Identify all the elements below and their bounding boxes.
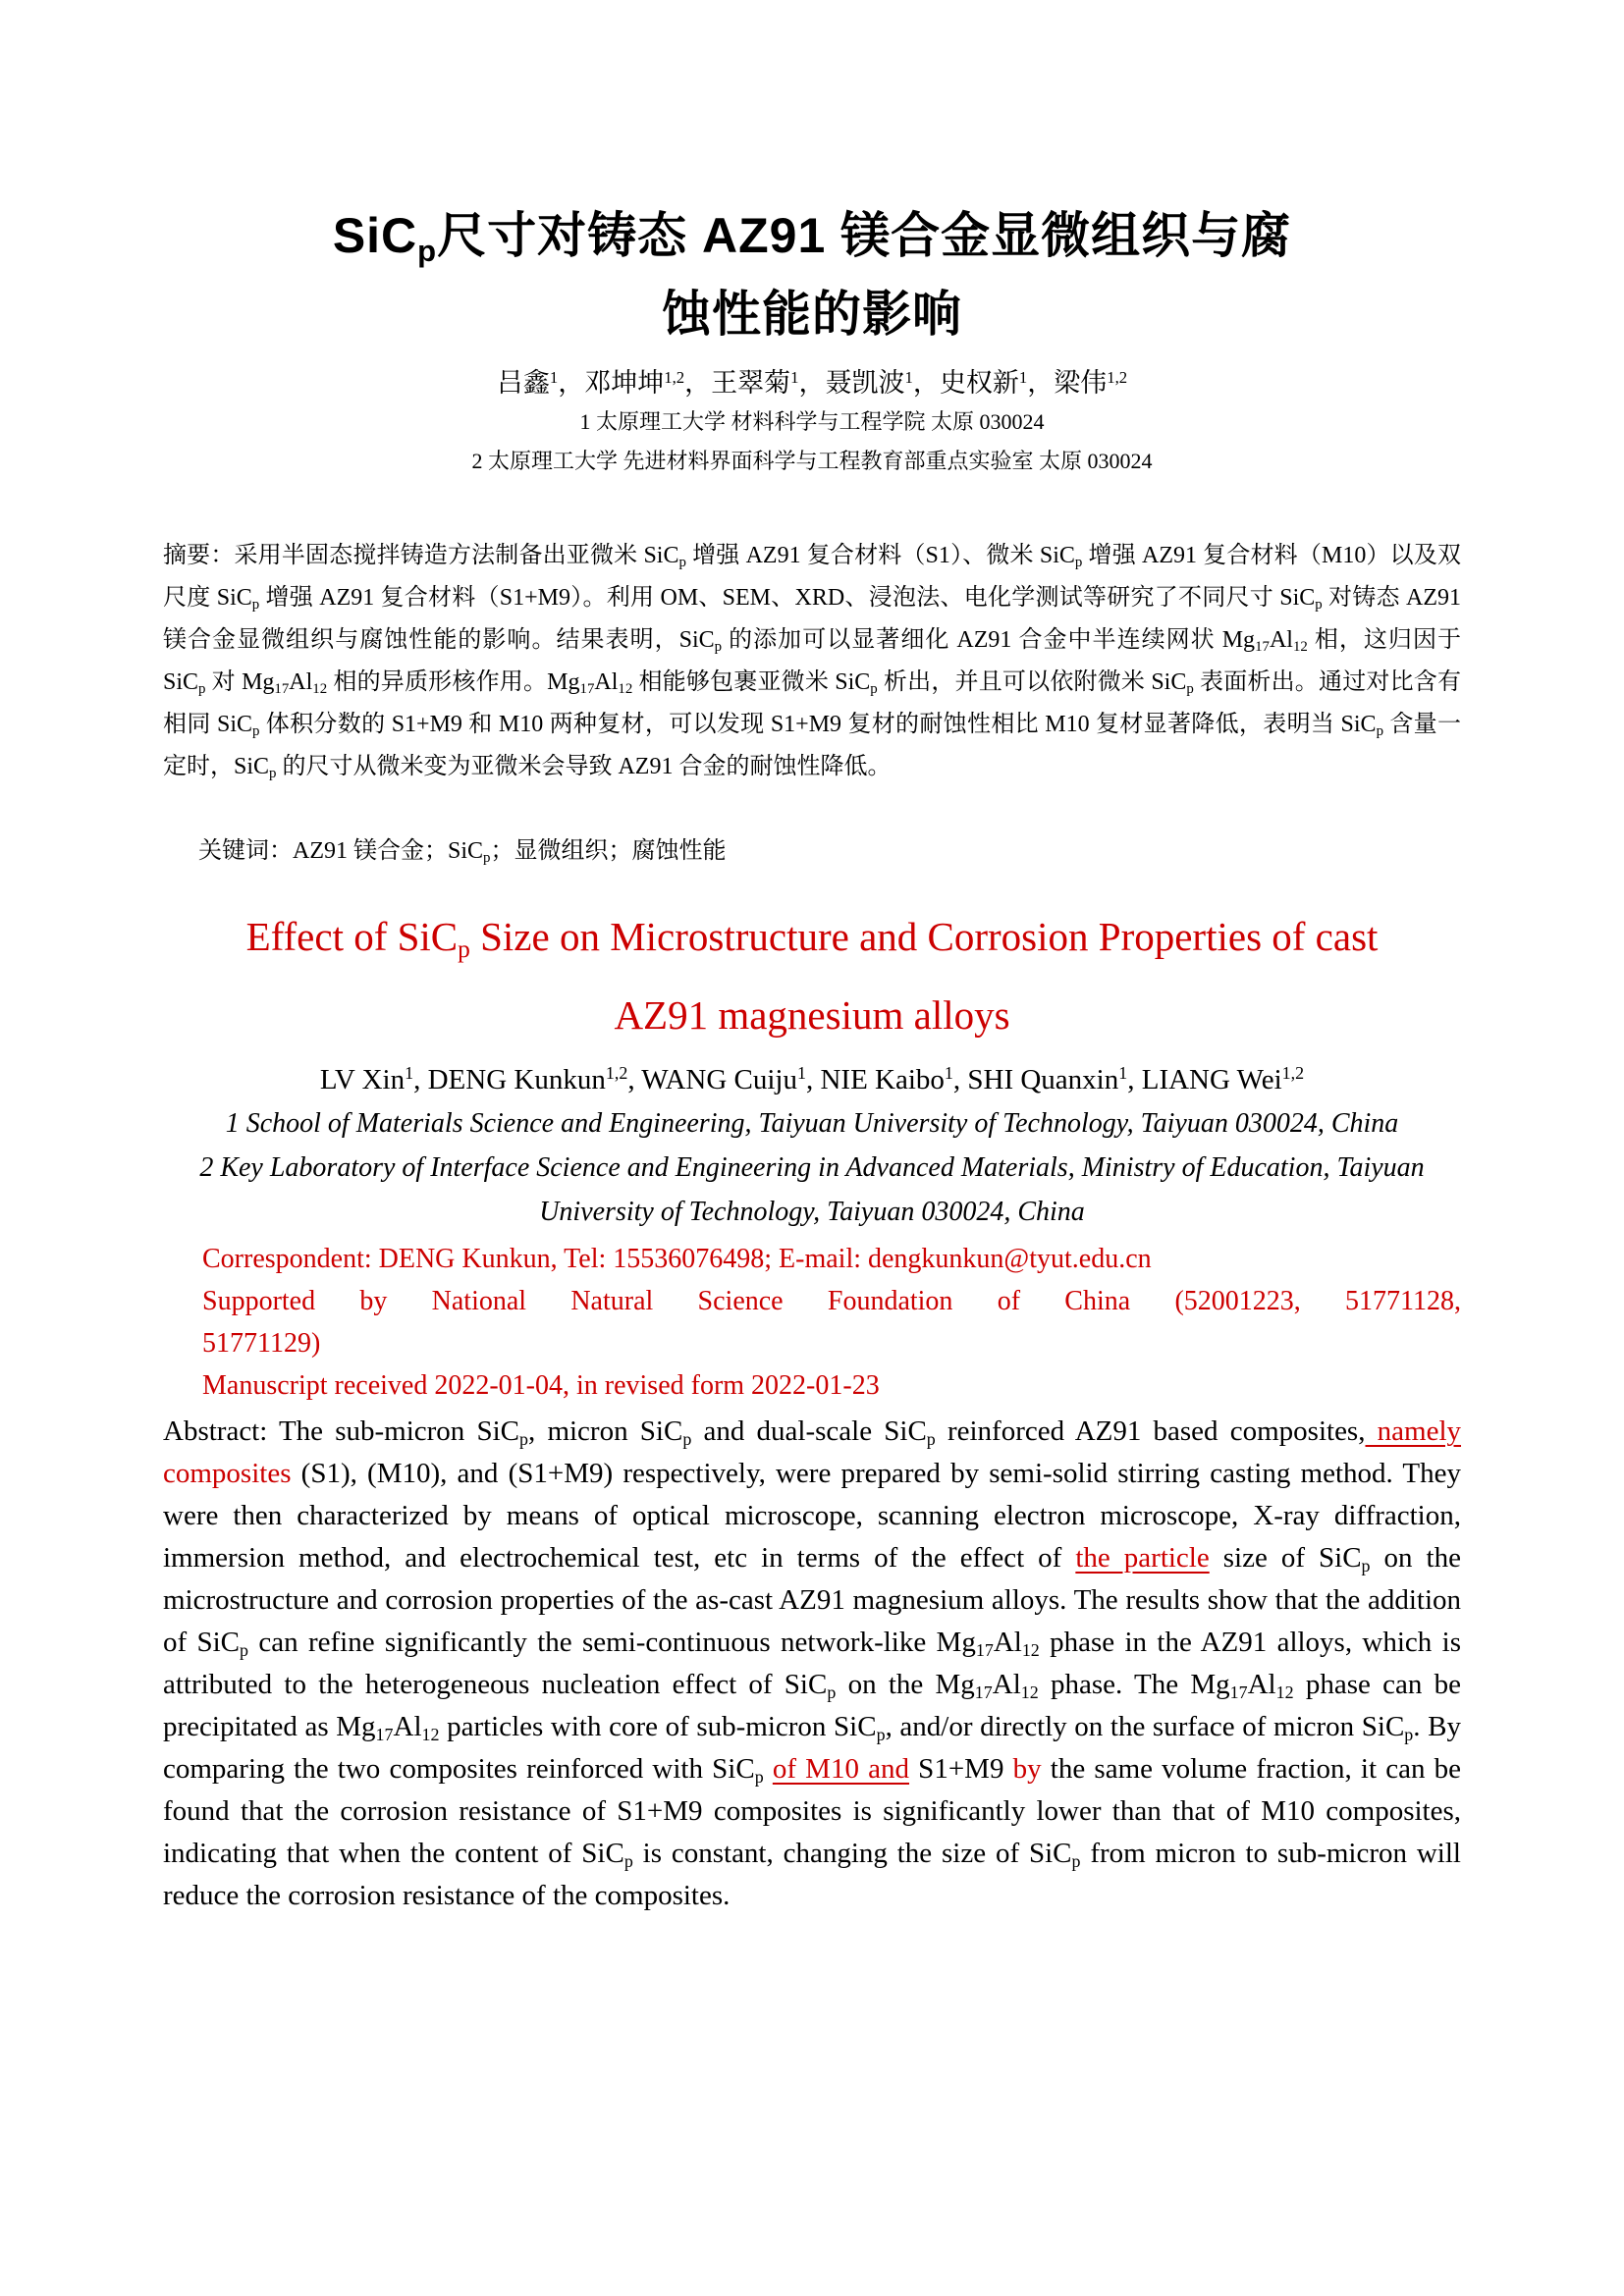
manuscript-dates-line: Manuscript received 2022-01-04, in revised form 2022-01-23 bbox=[202, 1370, 880, 1401]
correspondent-line: Correspondent: DENG Kunkun, Tel: 15536076498; E-mail: dengkunkun@tyut.edu.cn bbox=[202, 1244, 1152, 1274]
authors-cn: 吕鑫$^1$，邓坤坤$^{1,2}$，王翠菊$^1$，聂凯波$^1$，史权新$^1$，梁伟$^{1,2}$ bbox=[496, 367, 1128, 398]
editorial-info-block bbox=[163, 1238, 1461, 1407]
affiliation-en-2: 2 Key Laboratory of Interface Science and Engineering in Advanced Materials, Ministry of Education, Taiyuan University of Technology, Taiyuan 030024, China bbox=[199, 1152, 1425, 1227]
paper-title-en bbox=[163, 897, 1461, 1054]
paper-title-cn-line-2: 蚀性能的影响 bbox=[662, 287, 962, 342]
abstract-cn: 摘要：采用半固态搅拌铸造方法制备出亚微米 SiC$_p$ 增强 AZ91 复合材料（S1）、微米 SiC$_p$ 增强 AZ91 复合材料（M10）以及双尺度 SiC$_p$ 增强 AZ91 复合材料（S1+M9）。利用 OM、SEM、XRD、浸泡法、电化学测试等研究了不同尺寸 SiC$_p$ 对铸态 AZ91 镁合金显微组织与腐蚀性能的影响。结果表明，SiC$_p$ 的添加可以显著细化 AZ91 合金中半连续网状 $Mg_{17}Al_{12}$ 相，这归因于 SiC$_p$ 对 $Mg_{17}Al_{12}$ 相的异质形核作用。$Mg_{17}Al_{12}$ 相能够包裹亚微米 SiC$_p$ 析出，并且可以依附微米 SiC$_p$ 表面析出。通过对比含有相同 SiC$_p$ 体积分数的 S1+M9 和 M10 两种复材，可以发现 S1+M9 复材的耐蚀性相比 M10 复材显著降低，表明当 SiC$_p$ 含量一定时，SiC$_p$ 的尺寸从微米变为亚微米会导致 AZ91 合金的耐蚀性降低。 bbox=[163, 543, 1461, 782]
paper-title-cn bbox=[163, 196, 1461, 353]
funding-line-1: Supported by National Natural Science Foundation of China (52001223, 51771128, bbox=[202, 1286, 1461, 1316]
keywords-cn: 关键词：AZ91 镁合金；SiC$_p$；显微组织；腐蚀性能 bbox=[198, 838, 727, 867]
paper-title-en-line-1: Effect of SiC$_p$ Size on Microstructure and Corrosion Properties of cast bbox=[245, 914, 1379, 964]
authors-en: LV Xin$^1$, DENG Kunkun$^{1,2}$, WANG Cuiju$^1$, NIE Kaibo$^1$, SHI Quanxin$^1$, LIANG Wei$^{1,2}$ bbox=[319, 1063, 1305, 1095]
affiliation-cn-2: 2 太原理工大学 先进材料界面科学与工程教育部重点实验室 太原 030024 bbox=[471, 449, 1153, 473]
paper-title-cn-line-1: SiC$_p$尺寸对铸态 AZ91 镁合金显微组织与腐 bbox=[332, 208, 1292, 268]
affiliation-en-1: 1 School of Materials Science and Engineering, Taiyuan University of Technology, Taiyuan 030024, China bbox=[225, 1108, 1399, 1139]
affiliation-cn-1: 1 太原理工大学 材料科学与工程学院 太原 030024 bbox=[579, 409, 1045, 434]
abstract-en: Abstract: The sub-micron SiC$_p$, micron SiC$_p$ and dual-scale SiC$_p$ reinforced AZ91 based composites, namely composites (S1), (M10), and (S1+M9) respectively, were prepared by semi-solid stirring casting method. They were then characterized by means of optical microscope, scanning electron microscope, X-ray diffraction, immersion method, and electrochemical test, etc in terms of the effect of the particle size of SiC$_p$ on the microstructure and corrosion properties of the as-cast AZ91 magnesium alloys. The results show that the addition of SiC$_p$ can refine significantly the semi-continuous network-like $Mg_{17}Al_{12}$ phase in the AZ91 alloys, which is attributed to the heterogeneous nucleation effect of SiC$_p$ on the $Mg_{17}Al_{12}$ phase. The $Mg_{17}Al_{12}$ phase can be precipitated as $Mg_{17}Al_{12}$ particles with core of sub-micron SiC$_p$, and/or directly on the surface of micron SiC$_p$. By comparing the two composites reinforced with SiC$_p$ of M10 and S1+M9 by the same volume fraction, it can be found that the corrosion resistance of S1+M9 composites is significantly lower than that of M10 composites, indicating that when the content of SiC$_p$ is constant, changing the size of SiC$_p$ from micron to sub-micron will reduce the corrosion resistance of the composites. bbox=[163, 1415, 1462, 1911]
paper-title-en-line-2: AZ91 magnesium alloys bbox=[614, 992, 1010, 1038]
funding-line-2: 51771129) bbox=[202, 1328, 321, 1359]
